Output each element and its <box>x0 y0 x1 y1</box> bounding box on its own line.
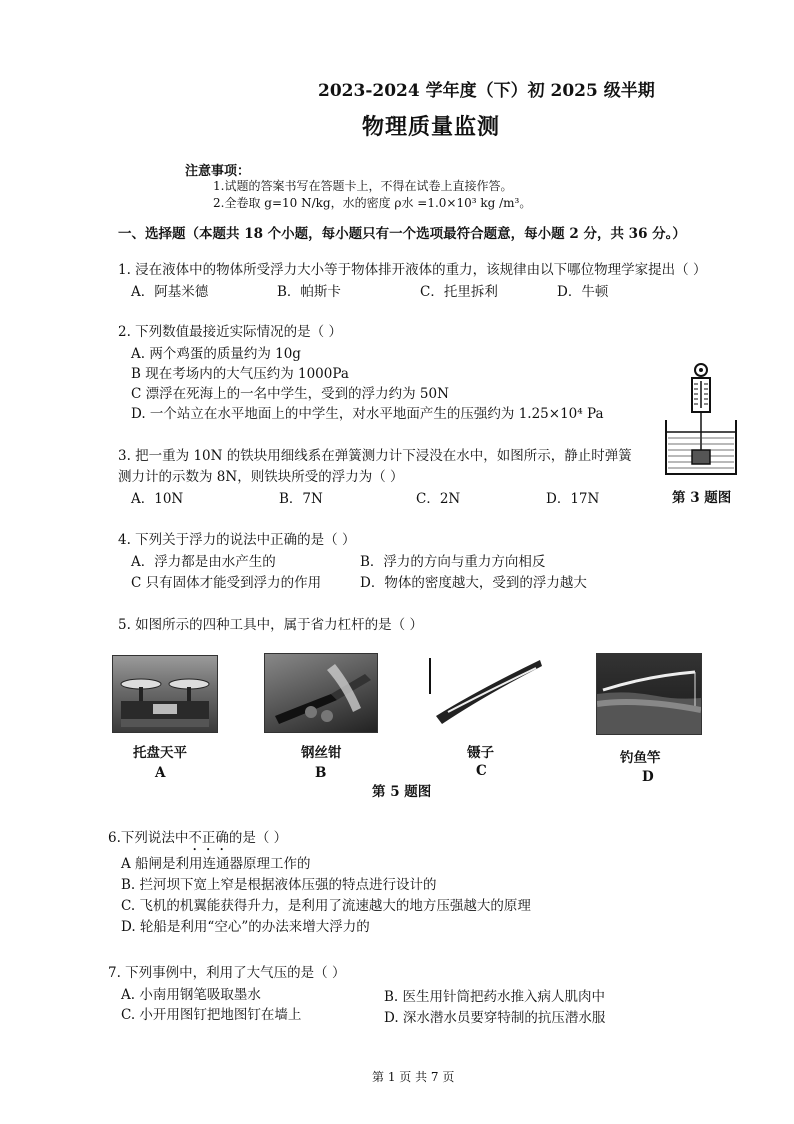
q6-stem-suffix: 的是（ ） <box>228 830 288 846</box>
q5-item-c-name: 镊子 <box>467 745 494 761</box>
pliers-photo <box>264 653 378 733</box>
q5-item-a-name: 托盘天平 <box>133 745 187 761</box>
q3-option-b: B．7N <box>279 491 323 507</box>
q6-option-b: B. 拦河坝下宽上窄是根据液体压强的特点进行设计的 <box>121 877 437 893</box>
question-7-stem: 7. 下列事例中，利用了大气压的是（ ） <box>108 965 346 981</box>
question-4-stem: 4. 下列关于浮力的说法中正确的是（ ） <box>118 532 356 548</box>
q5-item-b-letter: B <box>315 765 327 781</box>
q4-option-a: A．浮力都是由水产生的 <box>131 554 276 570</box>
q3-option-c: C．2N <box>416 491 461 507</box>
fishing-rod-photo <box>596 653 702 735</box>
notice-item-1: 1.试题的答案书写在答题卡上，不得在试卷上直接作答。 <box>213 179 513 193</box>
q3-option-d: D．17N <box>546 491 600 507</box>
q2-option-a: A. 两个鸡蛋的质量约为 10g <box>131 346 301 362</box>
question-1-stem: 1. 浸在液体中的物体所受浮力大小等于物体排开液体的重力，该规律由以下哪位物理学家提出（ ） <box>118 262 707 278</box>
question-5-stem: 5. 如图所示的四种工具中，属于省力杠杆的是（ ） <box>118 617 423 633</box>
q6-option-c: C. 飞机的机翼能获得升力，是利用了流速越大的地方压强越大的原理 <box>121 898 531 914</box>
spring-scale-figure <box>660 362 742 482</box>
q6-stem-prefix: 6.下列说法中 <box>108 830 189 846</box>
q5-figure-caption: 第 5 题图 <box>372 784 432 800</box>
notice-item-2: 2.全卷取 g=10 N/kg，水的密度 ρ水 =1.0×10³ kg /m³。 <box>213 196 532 210</box>
q2-option-d: D. 一个站立在水平地面上的中学生，对水平地面产生的压强约为 1.25×10⁴ Pa <box>131 406 604 422</box>
q5-item-d-letter: D <box>642 769 654 785</box>
notice-heading: 注意事项： <box>185 164 251 179</box>
q5-item-a-letter: A <box>155 765 166 781</box>
q7-option-d: D. 深水潜水员要穿特制的抗压潜水服 <box>384 1010 606 1026</box>
q3-option-a: A．10N <box>131 491 184 507</box>
q5-item-c-letter: C <box>476 763 487 779</box>
question-3-stem-line2: 测力计的示数为 8N，则铁块所受的浮力为（ ） <box>118 469 404 485</box>
q2-option-b: B 现在考场内的大气压约为 1000Pa <box>131 366 349 382</box>
q3-figure-caption: 第 3 题图 <box>672 490 732 506</box>
tweezers-photo <box>428 654 544 730</box>
question-3-stem-line1: 3. 把一重为 10N 的铁块用细线系在弹簧测力计下浸没在水中，如图所示，静止时弹簧 <box>118 448 632 464</box>
q5-item-d-name: 钓鱼竿 <box>620 750 661 766</box>
q1-option-b: B．帕斯卡 <box>277 284 341 300</box>
q6-stem-emphasis: 不正确 <box>188 830 229 846</box>
q6-option-a: A 船闸是利用连通器原理工作的 <box>121 856 311 872</box>
section-heading: 一、选择题（本题共 18 个小题，每小题只有一个选项最符合题意，每小题 2 分，共 36 分。） <box>118 226 686 242</box>
page-number: 第 1 页 共 7 页 <box>372 1070 455 1084</box>
exam-title-line1: 2023-2024 学年度（下）初 2025 级半期 <box>318 81 655 101</box>
q2-option-c: C 漂浮在死海上的一名中学生，受到的浮力约为 50N <box>131 386 449 402</box>
question-6-stem <box>108 826 287 854</box>
q4-option-c: C 只有固体才能受到浮力的作用 <box>131 575 322 591</box>
q1-option-c: C．托里拆利 <box>420 284 498 300</box>
q7-option-c: C. 小开用图钉把地图钉在墙上 <box>121 1007 302 1023</box>
balance-photo <box>112 655 218 733</box>
question-2-stem: 2. 下列数值最接近实际情况的是（ ） <box>118 324 342 340</box>
q1-option-d: D．牛顿 <box>557 284 609 300</box>
q1-option-a: A．阿基米德 <box>131 284 209 300</box>
q4-option-d: D．物体的密度越大，受到的浮力越大 <box>360 575 587 591</box>
q6-option-d: D. 轮船是利用“空心”的办法来增大浮力的 <box>121 919 370 935</box>
q7-option-a: A. 小南用钢笔吸取墨水 <box>121 987 261 1003</box>
q5-item-b-name: 钢丝钳 <box>301 745 342 761</box>
q4-option-b: B．浮力的方向与重力方向相反 <box>360 554 546 570</box>
q7-option-b: B. 医生用针筒把药水推入病人肌肉中 <box>384 989 606 1005</box>
exam-title-line2: 物理质量监测 <box>362 114 501 140</box>
